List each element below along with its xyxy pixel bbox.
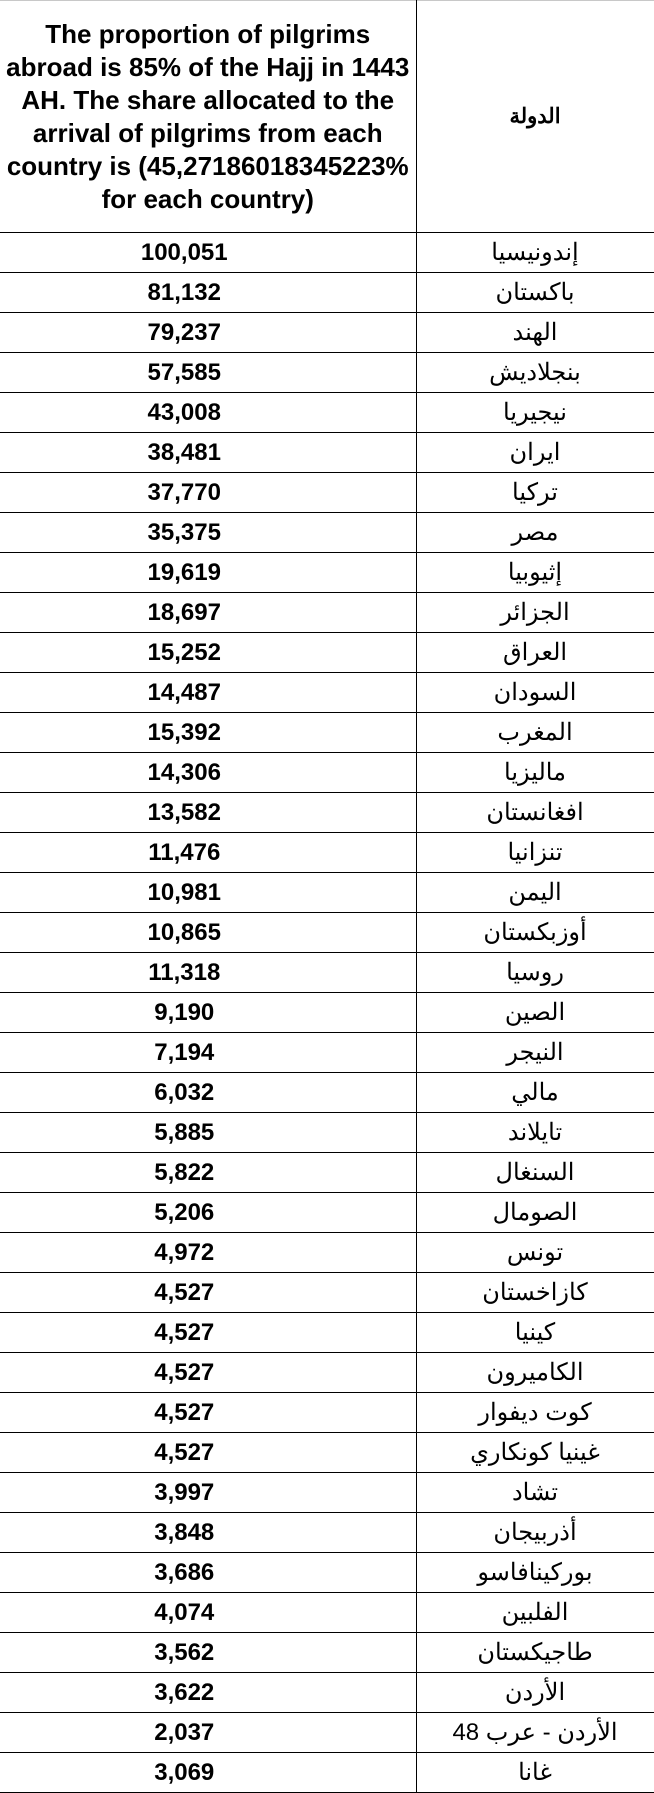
country-name-cell[interactable]: تنزانيا bbox=[416, 833, 654, 873]
table-row bbox=[0, 1233, 654, 1273]
country-name-cell[interactable]: الأردن - عرب 48 bbox=[416, 1713, 654, 1753]
table-row bbox=[0, 313, 654, 353]
table-row bbox=[0, 1193, 654, 1233]
table-row bbox=[0, 1513, 654, 1553]
pilgrim-quota-cell[interactable]: 3,069 bbox=[0, 1753, 416, 1793]
pilgrim-quota-cell[interactable]: 3,848 bbox=[0, 1513, 416, 1553]
country-name-cell[interactable]: كوت ديفوار bbox=[416, 1393, 654, 1433]
table-row bbox=[0, 1713, 654, 1753]
pilgrim-quota-cell[interactable]: 4,074 bbox=[0, 1593, 416, 1633]
country-name-cell[interactable]: إثيوبيا bbox=[416, 553, 654, 593]
pilgrim-quota-cell[interactable]: 6,032 bbox=[0, 1073, 416, 1113]
table-row bbox=[0, 793, 654, 833]
country-name-cell[interactable]: ماليزيا bbox=[416, 753, 654, 793]
pilgrim-quota-cell[interactable]: 9,190 bbox=[0, 993, 416, 1033]
table-row bbox=[0, 433, 654, 473]
pilgrim-quota-cell[interactable]: 10,865 bbox=[0, 913, 416, 953]
table-row bbox=[0, 953, 654, 993]
country-name-cell[interactable]: الصين bbox=[416, 993, 654, 1033]
pilgrim-quota-cell[interactable]: 15,392 bbox=[0, 713, 416, 753]
pilgrim-quota-cell[interactable]: 7,194 bbox=[0, 1033, 416, 1073]
header-value-cell[interactable]: The proportion of pilgrims abroad is 85% of the Hajj in 1443 AH. The share allocated to the arrival of pilgrims from each country is (45,27186018345223% for each country) bbox=[0, 1, 416, 233]
country-name-cell[interactable]: ايران bbox=[416, 433, 654, 473]
country-name-cell[interactable]: الهند bbox=[416, 313, 654, 353]
country-name-cell[interactable]: غانا bbox=[416, 1753, 654, 1793]
pilgrim-quota-cell[interactable]: 13,582 bbox=[0, 793, 416, 833]
country-name-cell[interactable]: بوركينافاسو bbox=[416, 1553, 654, 1593]
pilgrim-quota-cell[interactable]: 38,481 bbox=[0, 433, 416, 473]
table-row bbox=[0, 1593, 654, 1633]
country-name-cell[interactable]: العراق bbox=[416, 633, 654, 673]
country-name-cell[interactable]: تشاد bbox=[416, 1473, 654, 1513]
table-row bbox=[0, 1353, 654, 1393]
country-name-cell[interactable]: الأردن bbox=[416, 1673, 654, 1713]
country-name-cell[interactable]: باكستان bbox=[416, 273, 654, 313]
pilgrim-quota-cell[interactable]: 35,375 bbox=[0, 513, 416, 553]
country-name-cell[interactable]: الفلبين bbox=[416, 1593, 654, 1633]
table-row bbox=[0, 1273, 654, 1313]
country-name-cell[interactable]: المغرب bbox=[416, 713, 654, 753]
pilgrim-quota-cell[interactable]: 5,885 bbox=[0, 1113, 416, 1153]
table-row bbox=[0, 393, 654, 433]
country-name-cell[interactable]: كازاخستان bbox=[416, 1273, 654, 1313]
pilgrim-quota-cell[interactable]: 81,132 bbox=[0, 273, 416, 313]
country-name-cell[interactable]: السودان bbox=[416, 673, 654, 713]
pilgrim-quota-cell[interactable]: 11,318 bbox=[0, 953, 416, 993]
table-row bbox=[0, 633, 654, 673]
country-name-cell[interactable]: الجزائر bbox=[416, 593, 654, 633]
country-name-cell[interactable]: روسيا bbox=[416, 953, 654, 993]
table-row bbox=[0, 913, 654, 953]
table-row bbox=[0, 1313, 654, 1353]
pilgrim-quota-cell[interactable]: 4,527 bbox=[0, 1313, 416, 1353]
table-row bbox=[0, 1073, 654, 1113]
pilgrim-quota-cell[interactable]: 4,972 bbox=[0, 1233, 416, 1273]
pilgrim-quota-cell[interactable]: 57,585 bbox=[0, 353, 416, 393]
country-name-cell[interactable]: أذربيجان bbox=[416, 1513, 654, 1553]
table-row bbox=[0, 753, 654, 793]
pilgrim-quota-cell[interactable]: 3,686 bbox=[0, 1553, 416, 1593]
country-name-cell[interactable]: تركيا bbox=[416, 473, 654, 513]
country-name-cell[interactable]: اليمن bbox=[416, 873, 654, 913]
pilgrim-quota-cell[interactable]: 100,051 bbox=[0, 233, 416, 273]
pilgrim-quota-cell[interactable]: 19,619 bbox=[0, 553, 416, 593]
pilgrim-quota-cell[interactable]: 10,981 bbox=[0, 873, 416, 913]
table-row bbox=[0, 1673, 654, 1713]
country-name-cell[interactable]: النيجر bbox=[416, 1033, 654, 1073]
pilgrim-quota-cell[interactable]: 2,037 bbox=[0, 1713, 416, 1753]
pilgrim-quota-cell[interactable]: 3,997 bbox=[0, 1473, 416, 1513]
table-row bbox=[0, 1473, 654, 1513]
pilgrim-quota-cell[interactable]: 18,697 bbox=[0, 593, 416, 633]
country-name-cell[interactable]: السنغال bbox=[416, 1153, 654, 1193]
country-name-cell[interactable]: أوزبكستان bbox=[416, 913, 654, 953]
table-row bbox=[0, 833, 654, 873]
pilgrim-quota-cell[interactable]: 14,306 bbox=[0, 753, 416, 793]
pilgrim-quota-cell[interactable]: 4,527 bbox=[0, 1433, 416, 1473]
table-row bbox=[0, 553, 654, 593]
table-row bbox=[0, 993, 654, 1033]
table-row bbox=[0, 673, 654, 713]
table-row bbox=[0, 233, 654, 273]
pilgrim-quota-cell[interactable]: 43,008 bbox=[0, 393, 416, 433]
header-country-cell[interactable]: الدولة bbox=[416, 1, 654, 233]
country-name-cell[interactable]: افغانستان bbox=[416, 793, 654, 833]
table-body bbox=[0, 233, 654, 1793]
country-name-cell[interactable]: تايلاند bbox=[416, 1113, 654, 1153]
country-name-cell[interactable]: إندونيسيا bbox=[416, 233, 654, 273]
table-row bbox=[0, 353, 654, 393]
table-row bbox=[0, 473, 654, 513]
pilgrim-quota-cell[interactable]: 15,252 bbox=[0, 633, 416, 673]
table-row bbox=[0, 713, 654, 753]
table-row bbox=[0, 273, 654, 313]
table-row bbox=[0, 873, 654, 913]
table-row bbox=[0, 1153, 654, 1193]
table-row bbox=[0, 513, 654, 553]
table-row bbox=[0, 1433, 654, 1473]
table-header-row bbox=[0, 1, 654, 233]
pilgrim-quota-cell[interactable]: 14,487 bbox=[0, 673, 416, 713]
pilgrim-quota-cell[interactable]: 5,822 bbox=[0, 1153, 416, 1193]
country-name-cell[interactable]: طاجيكستان bbox=[416, 1633, 654, 1673]
pilgrim-quota-cell[interactable]: 3,562 bbox=[0, 1633, 416, 1673]
country-name-cell[interactable]: مصر bbox=[416, 513, 654, 553]
pilgrim-quota-cell[interactable]: 5,206 bbox=[0, 1193, 416, 1233]
pilgrim-quota-cell[interactable]: 37,770 bbox=[0, 473, 416, 513]
table-row bbox=[0, 1113, 654, 1153]
pilgrim-quota-cell[interactable]: 11,476 bbox=[0, 833, 416, 873]
country-name-cell[interactable]: مالي bbox=[416, 1073, 654, 1113]
pilgrim-quota-cell[interactable]: 79,237 bbox=[0, 313, 416, 353]
pilgrim-quota-cell[interactable]: 3,622 bbox=[0, 1673, 416, 1713]
country-name-cell[interactable]: كينيا bbox=[416, 1313, 654, 1353]
pilgrim-quota-cell[interactable]: 4,527 bbox=[0, 1273, 416, 1313]
country-name-cell[interactable]: نيجيريا bbox=[416, 393, 654, 433]
country-name-cell[interactable]: غينيا كونكاري bbox=[416, 1433, 654, 1473]
table-row bbox=[0, 593, 654, 633]
country-name-cell[interactable]: تونس bbox=[416, 1233, 654, 1273]
table-row bbox=[0, 1633, 654, 1673]
country-name-cell[interactable]: الصومال bbox=[416, 1193, 654, 1233]
table-row bbox=[0, 1553, 654, 1593]
country-name-cell[interactable]: الكاميرون bbox=[416, 1353, 654, 1393]
table-row bbox=[0, 1753, 654, 1793]
pilgrim-quota-cell[interactable]: 4,527 bbox=[0, 1353, 416, 1393]
table-row bbox=[0, 1033, 654, 1073]
table-row bbox=[0, 1393, 654, 1433]
pilgrim-quota-cell[interactable]: 4,527 bbox=[0, 1393, 416, 1433]
country-name-cell[interactable]: بنجلاديش bbox=[416, 353, 654, 393]
